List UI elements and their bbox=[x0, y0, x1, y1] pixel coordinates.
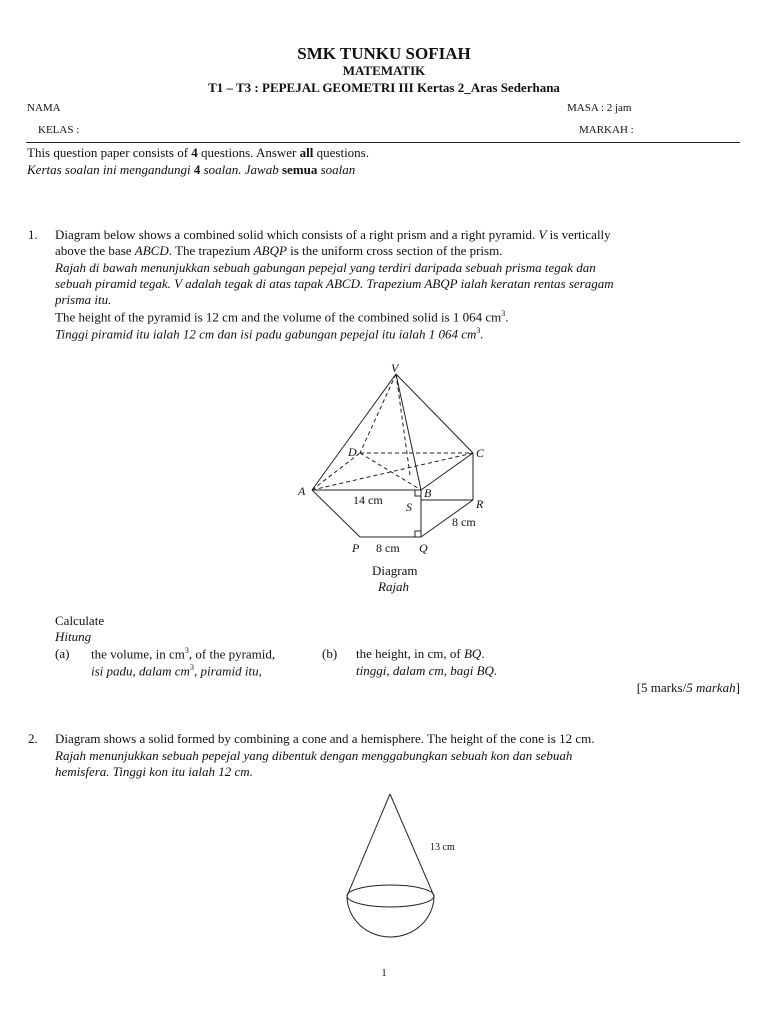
label-q: Q bbox=[419, 541, 428, 555]
label-r: R bbox=[476, 497, 484, 511]
q1-part-b-english: the height, in cm, of BQ. bbox=[356, 646, 485, 661]
q2-malay-line2: hemisfera. Tinggi kon itu ialah 12 cm. bbox=[55, 764, 253, 779]
right-angle-mark-b bbox=[415, 490, 421, 496]
label-b: B bbox=[424, 486, 432, 500]
q2-cone-hemisphere-diagram bbox=[330, 788, 470, 948]
q1-english-line3: The height of the pyramid is 12 cm and the volume of the combined solid is 1 064 $cm^3$. bbox=[55, 309, 509, 325]
subject-title: MATEMATIK bbox=[342, 63, 426, 78]
q1-english-line1: Diagram below shows a combined solid which consists of a right prism and a right pyramid. V is vertically bbox=[55, 227, 611, 242]
label-a: A bbox=[298, 484, 306, 498]
q1-malay-line2: sebuah piramid tegak. V adalah tegak di atas tapak ABCD. Trapezium ABQP ialah keratan rentas seragam bbox=[55, 276, 614, 291]
edge-vb bbox=[396, 374, 421, 490]
q1-diagram-caption-english: Diagram bbox=[372, 563, 418, 578]
q1-part-b-malay: tinggi, dalam cm, bagi BQ. bbox=[356, 663, 498, 678]
instruction-malay: Kertas soalan ini mengandungi 4 soalan. Jawab semua soalan bbox=[27, 162, 356, 177]
q1-number: 1. bbox=[28, 227, 38, 242]
q1-malay-line4: Tinggi piramid itu ialah 12 cm dan isi padu gabungan pepejal itu ialah 1 064 $cm^3$. bbox=[55, 326, 484, 342]
label-length-ab: 14 cm bbox=[353, 493, 383, 507]
header-divider bbox=[26, 142, 740, 143]
q1-part-a-english: the volume, in $cm^3$, of the pyramid, bbox=[91, 646, 276, 662]
topic-title: T1 – T3 : PEPEJAL GEOMETRI III Kertas 2_Aras Sederhana bbox=[208, 80, 560, 95]
q1-diagram-caption-malay: Rajah bbox=[378, 579, 410, 594]
label-slant-height: 13 cm bbox=[430, 842, 455, 853]
q1-part-a-label: (a) bbox=[55, 646, 70, 661]
masa-label: MASA : 2 jam bbox=[567, 102, 632, 114]
q1-malay-line1: Rajah di bawah menunjukkan sebuah gabungan pepejal yang terdiri daripada sebuah prisma tegak dan bbox=[55, 260, 596, 275]
cone-base-ellipse bbox=[347, 885, 434, 907]
label-length-pq: 8 cm bbox=[376, 541, 400, 555]
instruction-english: This question paper consists of 4 questions. Answer all questions. bbox=[27, 145, 369, 160]
edge-va bbox=[312, 374, 396, 490]
right-angle-mark-q bbox=[415, 531, 421, 537]
q1-marks: [5 marks/5 markah] bbox=[636, 680, 740, 695]
q2-number: 2. bbox=[28, 731, 38, 746]
nama-label: NAMA bbox=[27, 102, 61, 114]
q1-calculate-english: Calculate bbox=[55, 613, 105, 628]
markah-label: MARKAH : bbox=[579, 124, 634, 136]
label-d: D bbox=[348, 445, 357, 459]
q1-malay-line3: prisma itu. bbox=[55, 292, 112, 307]
q1-part-b-label: (b) bbox=[322, 646, 338, 661]
q1-english-line2: above the base ABCD. The trapezium ABQP is the uniform cross section of the prism. bbox=[55, 243, 503, 258]
q2-malay-line1: Rajah menunjukkan sebuah pepejal yang dibentuk dengan menggabungkan sebuah kon dan sebuah bbox=[55, 748, 573, 763]
edge-vc bbox=[396, 374, 473, 453]
hidden-edge-vs bbox=[396, 374, 410, 475]
hemisphere-outline bbox=[347, 896, 434, 937]
edge-bc bbox=[421, 453, 473, 490]
q1-calculate-malay: Hitung bbox=[55, 629, 92, 644]
label-c: C bbox=[476, 446, 485, 460]
q2-english-line1: Diagram shows a solid formed by combining a cone and a hemisphere. The height of the cone is 12 cm. bbox=[55, 731, 595, 746]
page-number: 1 bbox=[381, 967, 387, 979]
q1-part-a-malay: isi padu, dalam $cm^3$, piramid itu, bbox=[91, 663, 262, 679]
cone-edge-left bbox=[347, 794, 390, 896]
label-s: S bbox=[406, 500, 412, 514]
label-v: V bbox=[391, 361, 399, 375]
cone-edge-right bbox=[390, 794, 434, 896]
school-name: SMK TUNKU SOFIAH bbox=[297, 44, 471, 63]
label-length-qr: 8 cm bbox=[452, 515, 476, 529]
label-p: P bbox=[352, 541, 360, 555]
kelas-label: KELAS : bbox=[38, 124, 80, 136]
q1-combined-solid-diagram bbox=[290, 360, 500, 560]
hidden-edge-vd bbox=[360, 374, 396, 453]
